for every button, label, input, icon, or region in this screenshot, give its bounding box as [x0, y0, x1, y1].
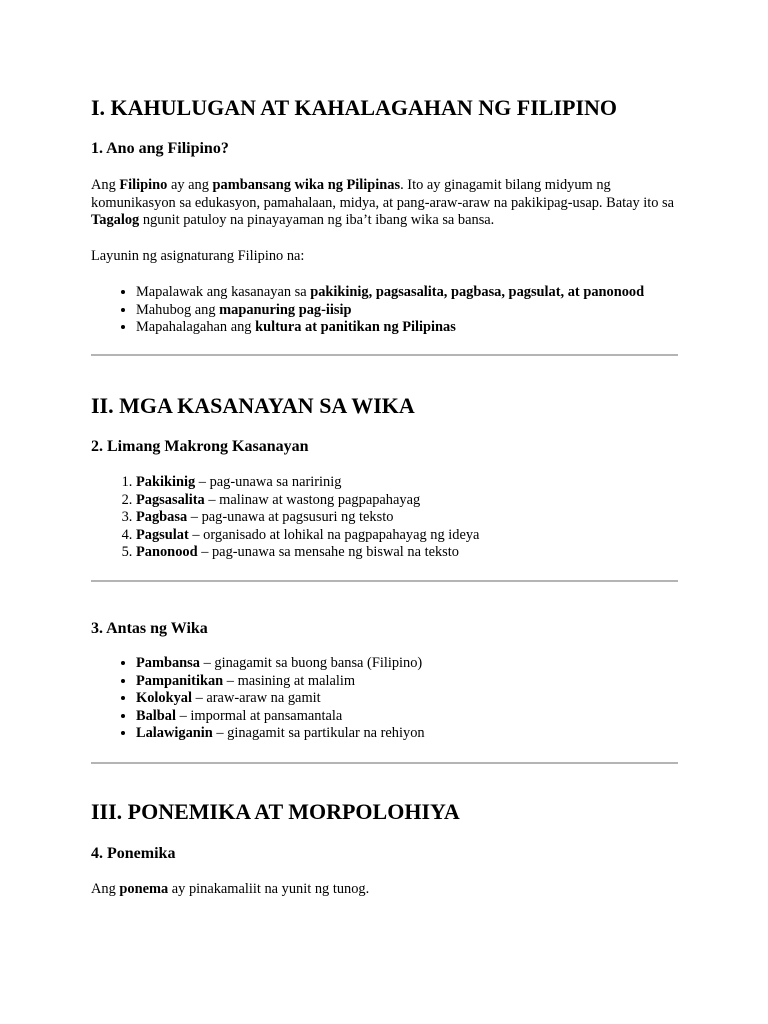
language-levels-list — [91, 655, 696, 743]
goals-list — [91, 284, 696, 337]
list-item — [136, 690, 696, 708]
list-item — [136, 725, 696, 743]
horizontal-rule — [91, 762, 678, 764]
list-item — [136, 474, 696, 492]
list-item — [136, 544, 696, 562]
list-item — [136, 673, 696, 691]
list-item-term: Balbal — [136, 707, 176, 724]
horizontal-rule — [91, 580, 678, 582]
goals-intro: Layunin ng asignaturang Filipino na: — [91, 248, 305, 264]
list-item-desc: – pag-unawa sa mensahe ng biswal na teksto — [197, 544, 459, 561]
list-item-desc: – impormal at pansamantala — [176, 707, 343, 724]
filipino-definition-paragraph — [91, 177, 679, 230]
list-item — [136, 509, 696, 527]
list-item-term: Pagsasalita — [136, 491, 205, 508]
list-item — [136, 284, 696, 302]
bold-term-ponema: ponema — [119, 881, 169, 897]
list-item — [136, 302, 696, 320]
list-item — [136, 527, 696, 545]
ponema-paragraph — [91, 881, 679, 899]
list-item-desc: – ginagamit sa buong bansa (Filipino) — [199, 655, 423, 671]
list-item-text: Mahubog ang — [136, 301, 220, 318]
list-item-term: Kolokyal — [136, 690, 192, 707]
list-item-desc: – pag-unawa sa naririnig — [195, 474, 342, 490]
paragraph-text: . Ito ay ginagamit bilang midyum ng komunikasyon sa edukasyon, pamahalaan, midya, at pang-araw-araw na pakikipag-usap. Batay ito sa — [91, 177, 675, 211]
bold-term-tagalog: Tagalog — [91, 212, 140, 229]
section-1-heading: I. KAHULUGAN AT KAHALAGAHAN NG FILIPINO — [91, 95, 618, 120]
list-item — [136, 319, 696, 337]
list-item-text: Mapahalagahan ang — [136, 319, 256, 336]
list-item-text: Mapalawak ang kasanayan sa — [136, 284, 311, 300]
list-item-desc: – pag-unawa at pagsusuri ng teksto — [187, 509, 394, 526]
subsection-3-title: 3. Antas ng Wika — [91, 620, 208, 637]
list-item-term: Pambansa — [136, 655, 200, 671]
section-3-heading: III. PONEMIKA AT MORPOLOHIYA — [91, 799, 460, 824]
subsection-2-title: 2. Limang Makrong Kasanayan — [91, 438, 309, 455]
paragraph-text: ay ang — [167, 177, 213, 193]
list-item — [136, 708, 696, 726]
list-item-bold: mapanuring pag-iisip — [219, 301, 352, 318]
list-item-term: Pagsulat — [136, 526, 189, 543]
list-item — [136, 492, 696, 510]
list-item-term: Pagbasa — [136, 509, 188, 526]
bold-term-filipino: Filipino — [119, 177, 168, 193]
list-item-term: Panonood — [136, 544, 198, 561]
macro-skills-list — [91, 474, 696, 562]
list-item-term: Pampanitikan — [136, 672, 224, 689]
list-item-term: Lalawiganin — [136, 725, 213, 742]
list-item-desc: – ginagamit sa partikular na rehiyon — [212, 725, 425, 742]
bold-term-national-language: pambansang wika ng Pilipinas — [212, 177, 401, 193]
subsection-4-title: 4. Ponemika — [91, 845, 176, 862]
list-item-term: Pakikinig — [136, 474, 196, 490]
list-item-desc: – araw-araw na gamit — [191, 690, 321, 707]
list-item-desc: – organisado at lohikal na pagpapahayag ng ideya — [188, 526, 480, 543]
paragraph-text: Ang — [91, 177, 120, 193]
list-item-bold: pakikinig, pagsasalita, pagbasa, pagsulat, at panonood — [310, 284, 645, 300]
subsection-1-title: 1. Ano ang Filipino? — [91, 140, 229, 157]
paragraph-text: Ang — [91, 881, 120, 897]
list-item-bold: kultura at panitikan ng Pilipinas — [255, 319, 456, 336]
section-2-heading: II. MGA KASANAYAN SA WIKA — [91, 393, 415, 418]
list-item-desc: – malinaw at wastong pagpapahayag — [204, 491, 421, 508]
horizontal-rule — [91, 354, 678, 356]
paragraph-text: ngunit patuloy na pinayayaman ng iba’t ibang wika sa bansa. — [139, 212, 495, 229]
list-item-desc: – masining at malalim — [223, 672, 356, 689]
list-item — [136, 655, 696, 673]
paragraph-text: ay pinakamaliit na yunit ng tunog. — [168, 881, 370, 897]
